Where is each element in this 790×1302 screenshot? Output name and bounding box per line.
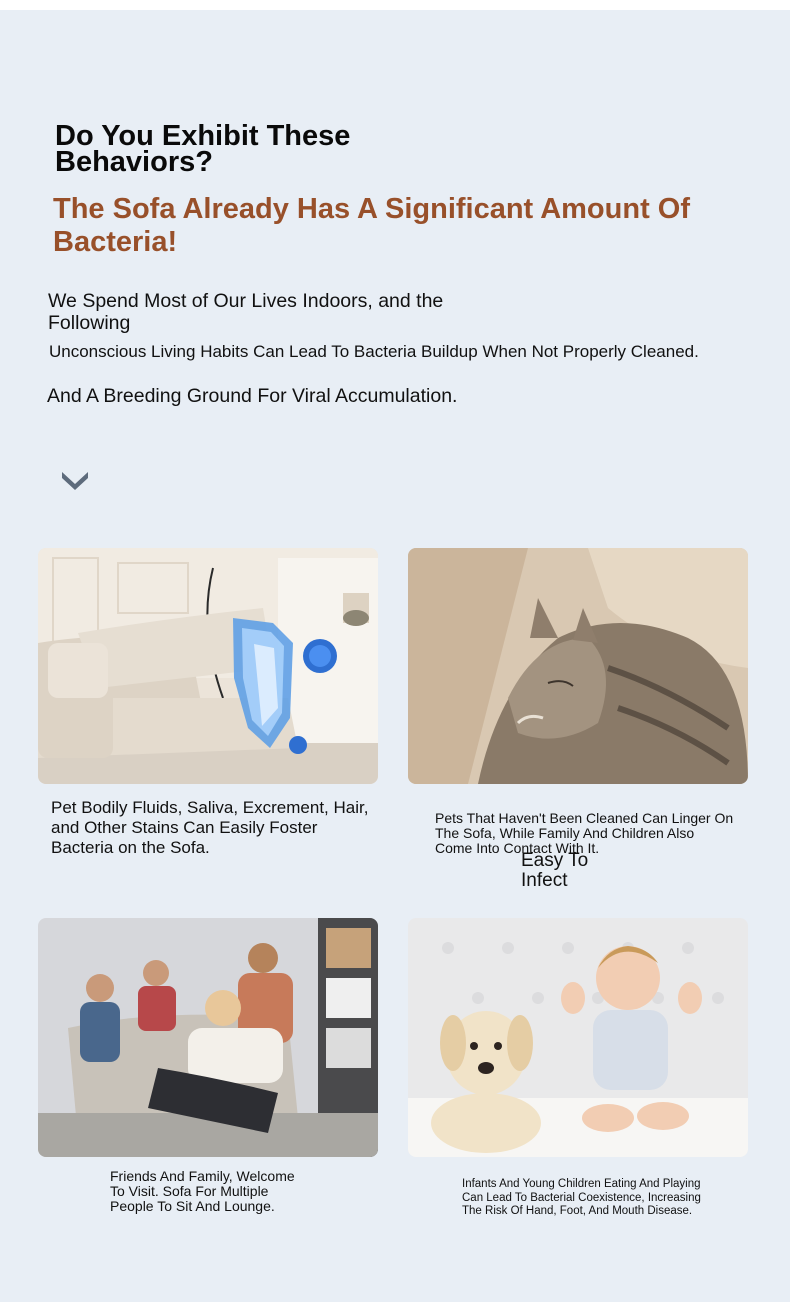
cat-photo [408, 548, 748, 784]
intro-text-detail: Unconscious Living Habits Can Lead To Bacteria Buildup When Not Properly Cleaned. [49, 342, 699, 361]
page-title: Do You Exhibit These Behaviors? [55, 120, 351, 178]
friends-photo [38, 918, 378, 1157]
sofa-photo [38, 548, 378, 784]
card-caption: Friends And Family, Welcome To Visit. Sofa For Multiple People To Sit And Lounge. [110, 1168, 295, 1214]
baby-puppy-photo [408, 918, 748, 1157]
card-caption: Pets That Haven't Been Cleaned Can Linger On The Sofa, While Family And Children Also Come Into Contact With It. [435, 810, 734, 856]
card-caption: Pet Bodily Fluids, Saliva, Excrement, Hair, and Other Stains Can Easily Foster Bacteria on the Sofa. [51, 798, 369, 857]
page-subtitle: The Sofa Already Has A Significant Amount Of Bacteria! [53, 193, 690, 258]
intro-text-closing: And A Breeding Ground For Viral Accumulation. [47, 385, 458, 407]
chevron-down-icon [60, 470, 90, 492]
card-caption: Infants And Young Children Eating And Playing Can Lead To Bacterial Coexistence, Increasing The Risk Of Hand, Foot, And Mouth Disease. [462, 1178, 701, 1217]
card-caption-extra: Easy To Infect [521, 850, 589, 891]
intro-text: We Spend Most of Our Lives Indoors, and the Following [48, 290, 444, 334]
